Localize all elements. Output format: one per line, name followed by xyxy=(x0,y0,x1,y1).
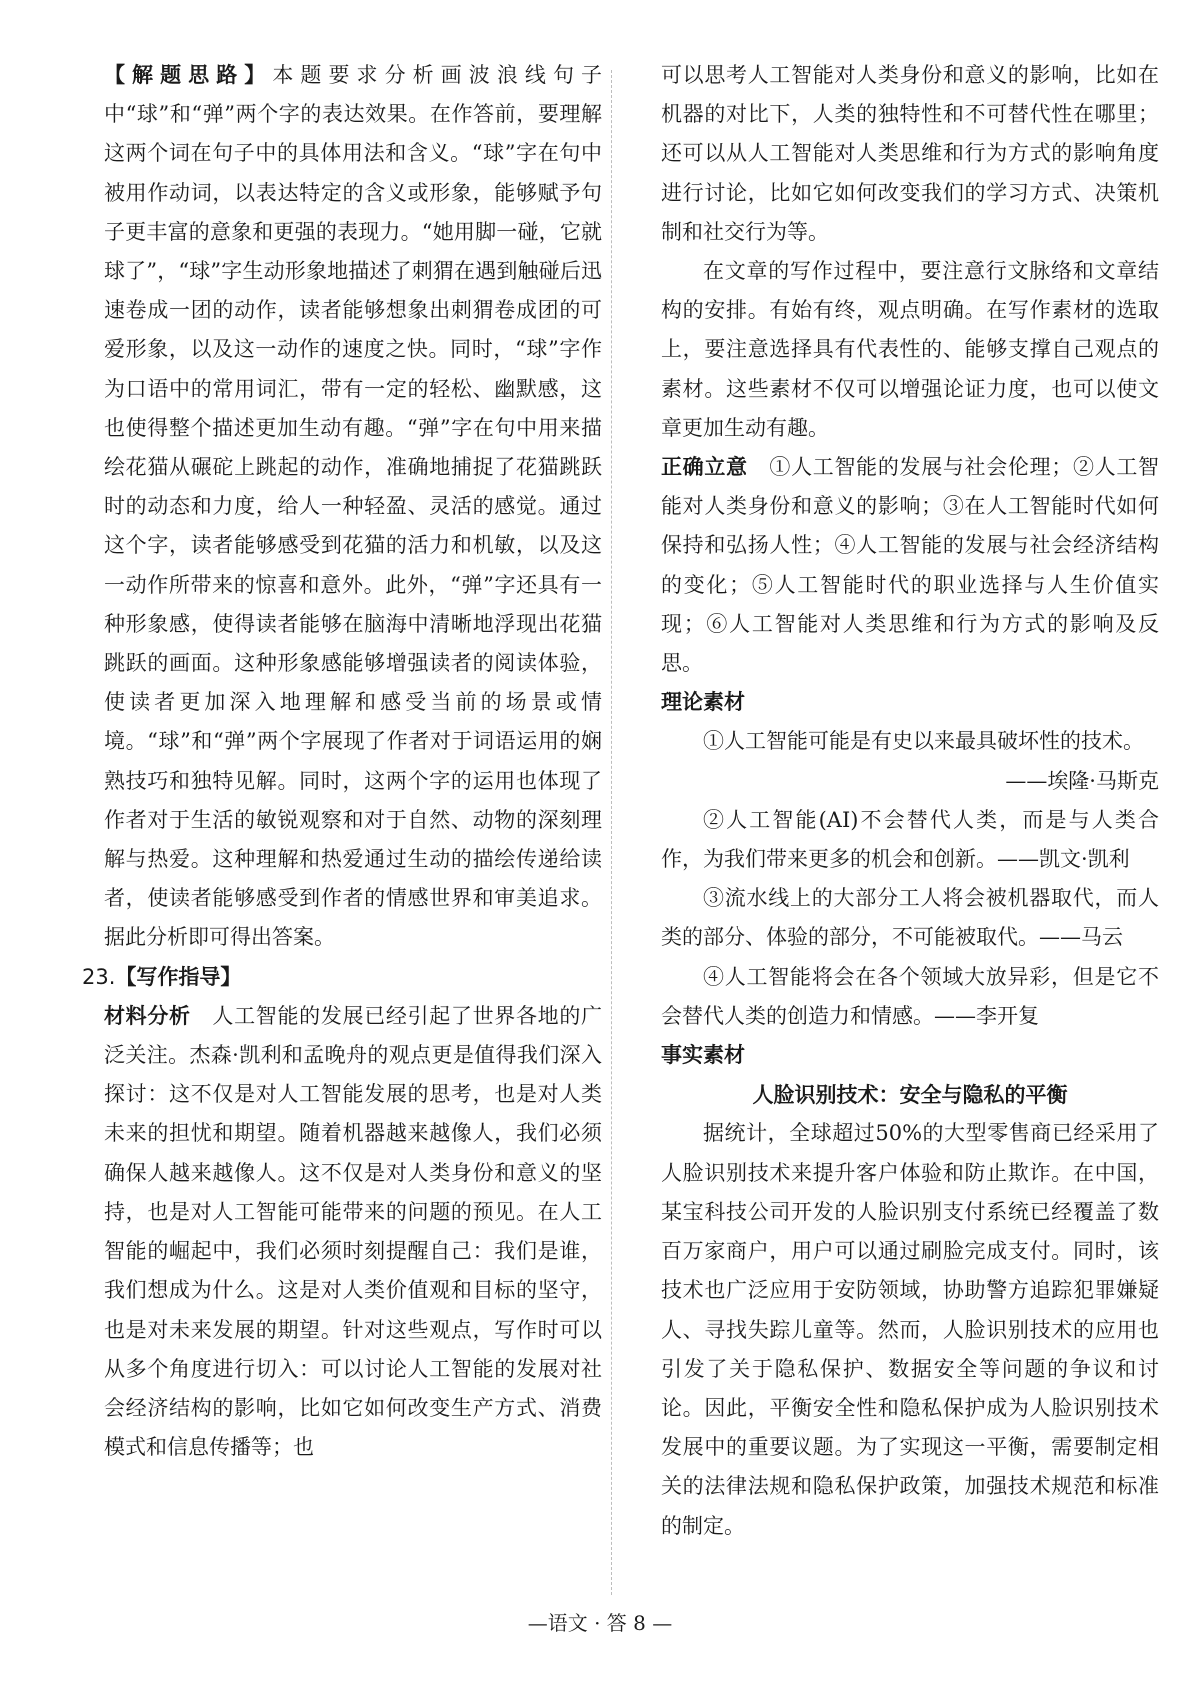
right-column xyxy=(661,56,1159,1546)
material-text: 人工智能的发展已经引起了世界各地的广泛关注。杰森·凯利和孟晚舟的观点更是值得我们深入探讨：这不仅是对人工智能发展的思考，也是对人类未来的担忧和期望。随着机器越来越像人，我们必须确保人越来越像人。这不仅是对人类身份和意义的坚持，也是对人工智能可能带来的问题的预见。在人工智能的崛起中，我们必须时刻提醒自己：我们是谁，我们想成为什么。这是对人类价值观和目标的坚守，也是对未来发展的期望。针对这些观点，写作时可以从多个角度进行切入：可以讨论人工智能的发展对社会经济结构的影响，比如它如何改变生产方式、消费模式和信息传播等；也 xyxy=(104,1003,603,1460)
theme-paragraph xyxy=(661,448,1159,683)
left-column xyxy=(82,56,603,1467)
fact-label: 事实素材 xyxy=(661,1043,745,1068)
page-footer: —语文 · 答 8 — xyxy=(527,1611,673,1635)
writing-paragraph: 在文章的写作过程中，要注意行文脉络和文章结构的安排。有始有终，观点明确。在写作素材的选取上，要注意选择具有代表性的、能够支撑自己观点的素材。这些素材不仅可以增强论证力度，也可以使文章更加生动有趣。 xyxy=(661,259,1159,440)
writing-guide-label: 【写作指导】 xyxy=(115,964,242,989)
analysis-label: 【解题思路】 xyxy=(104,63,273,87)
theory-label: 理论素材 xyxy=(661,690,745,715)
column-divider xyxy=(611,70,612,1595)
question-23-heading xyxy=(82,958,602,997)
theory-quote-4: ④人工智能将会在各个领域大放异彩，但是它不会替代人类的创造力和情感。——李开复 xyxy=(661,964,1159,1028)
theory-quote-3: ③流水线上的大部分工人将会被机器取代，而人类的部分、体验的部分，不可能被取代。——马云 xyxy=(661,886,1159,950)
analysis-paragraph xyxy=(104,56,602,958)
analysis-text: 本题要求分析画波浪线句子中“球”和“弹”两个字的表达效果。在作答前，要理解这两个词在句子中的具体用法和含义。“球”字在句中被用作动词，以表达特定的含义或形象，能够赋予句子更丰富的意象和更强的表现力。“她用脚一碰，它就球了”，“球”字生动形象地描述了刺猬在遇到触碰后迅速卷成一团的动作，读者能够想象出刺猬卷成团的可爱形象，以及这一动作的速度之快。同时，“球”字作为口语中的常用词汇，带有一定的轻松、幽默感，这也使得整个描述更加生动有趣。“弹”字在句中用来描绘花猫从碾砣上跳起的动作，准确地捕捉了花猫跳跃时的动态和力度，给人一种轻盈、灵活的感觉。通过这个字，读者能够感受到花猫的活力和机敏，以及这一动作所带来的惊喜和意外。此外，“弹”字还具有一种形象感，使得读者能够在脑海中清晰地浮现出花猫跳跃的画面。这种形象感能够增强读者的阅读体验，使读者更加深入地理解和感受当前的场景或情境。“球”和“弹”两个字展现了作者对于词语运用的娴熟技巧和独特见解。同时，这两个字的运用也体现了作者对于生活的敏锐观察和对于自然、动物的深刻理解与热爱。这种理解和热爱通过生动的描绘传递给读者，使读者能够感受到作者的情感世界和审美追求。据此分析即可得出答案。 xyxy=(104,63,603,950)
theme-label: 正确立意 xyxy=(661,455,748,480)
theory-quote-1-author: ——埃隆·马斯克 xyxy=(1005,768,1159,793)
theory-quote-1: ①人工智能可能是有史以来最具破坏性的技术。 xyxy=(703,729,1144,754)
question-number: 23. xyxy=(82,964,116,989)
theory-quote-2: ②人工智能(AI)不会替代人类，而是与人类合作，为我们带来更多的机会和创新。——凯文·凯利 xyxy=(661,807,1159,872)
fact-title: 人脸识别技术：安全与隐私的平衡 xyxy=(752,1082,1068,1108)
material-continued: 可以思考人工智能对人类身份和意义的影响，比如在机器的对比下，人类的独特性和不可替代性在哪里；还可以从人工智能对人类思维和行为方式的影响角度进行讨论，比如它如何改变我们的学习方式、决策机制和社交行为等。 xyxy=(661,63,1159,244)
fact-paragraph: 据统计，全球超过50%的大型零售商已经采用了人脸识别技术来提升客户体验和防止欺诈。在中国，某宝科技公司开发的人脸识别支付系统已经覆盖了数百万家商户，用户可以通过刷脸完成支付。同时，该技术也广泛应用于安防领域，协助警方追踪犯罪嫌疑人、寻找失踪儿童等。然而，人脸识别技术的应用也引发了关于隐私保护、数据安全等问题的争议和讨论。因此，平衡安全性和隐私保护成为人脸识别技术发展中的重要议题。为了实现这一平衡，需要制定相关的法律法规和隐私保护政策，加强技术规范和标准的制定。 xyxy=(661,1121,1159,1538)
material-label: 材料分析 xyxy=(104,1003,191,1028)
theme-text: ①人工智能的发展与社会伦理；②人工智能对人类身份和意义的影响；③在人工智能时代如何保持和弘扬人性；④人工智能的发展与社会经济结构的变化；⑤人工智能时代的职业选择与人生价值实现；⑥人工智能对人类思维和行为方式的影响及反思。 xyxy=(661,455,1160,676)
material-paragraph xyxy=(104,997,602,1467)
